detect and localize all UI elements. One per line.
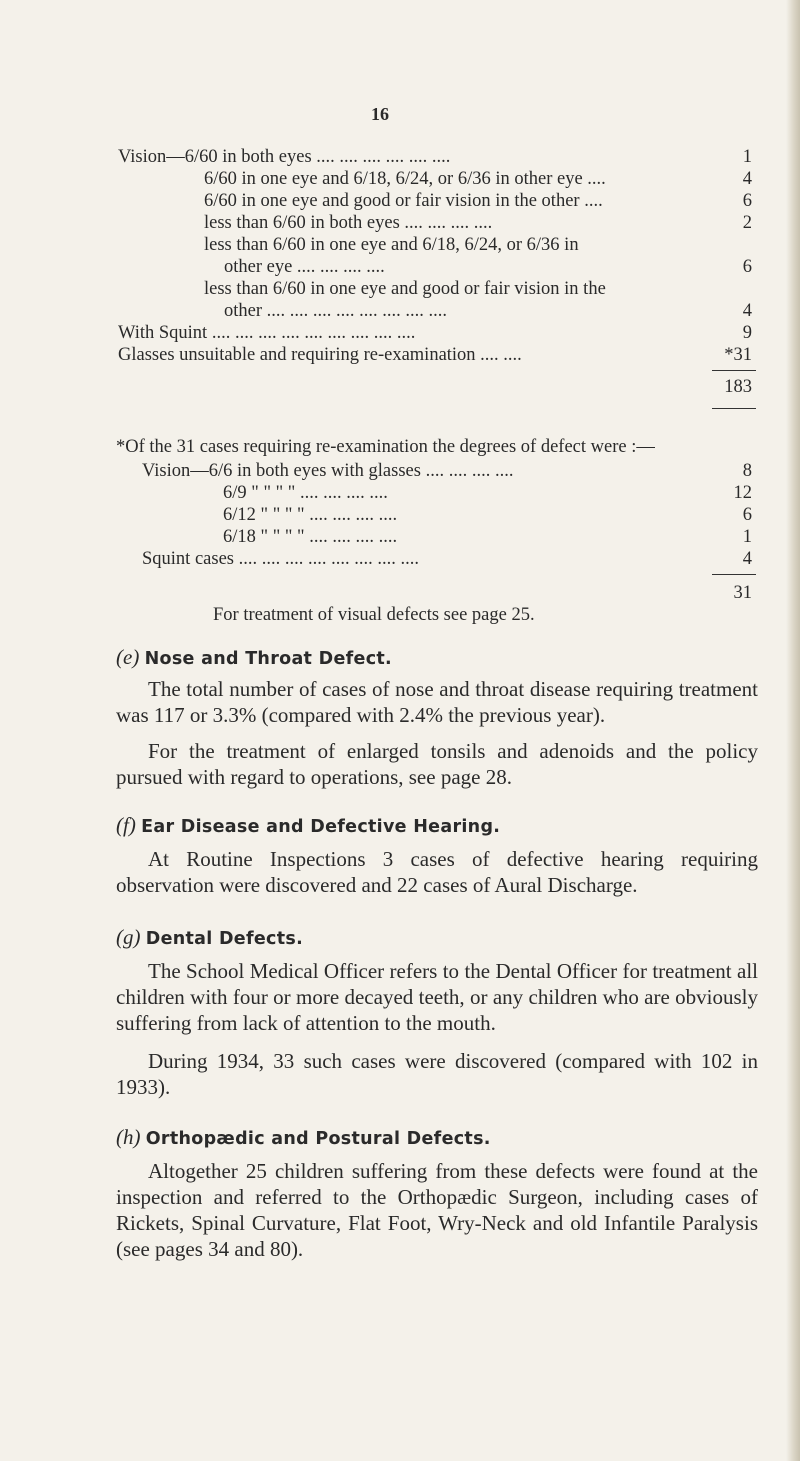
paragraph bbox=[116, 958, 758, 1036]
vision-value: 2 bbox=[742, 213, 752, 233]
page-number: 16 bbox=[371, 104, 389, 124]
vision-line: other .... .... .... .... .... .... .... .... bbox=[224, 301, 448, 321]
paragraph bbox=[116, 1158, 758, 1262]
reexam-line: Vision—6/6 in both eyes with glasses .... .... .... .... bbox=[142, 461, 514, 481]
reexam-line: 6/9 " " " " .... .... .... .... bbox=[223, 483, 388, 503]
paragraph-text: The total number of cases of nose and throat disease requiring treatment was 117 or 3.3% (compared with 2.4% the previous year). bbox=[116, 677, 758, 727]
vision-value: 6 bbox=[742, 191, 752, 211]
paragraph bbox=[116, 738, 758, 790]
section-title: Ear Disease and Defective Hearing. bbox=[141, 817, 501, 837]
section-letter: (h) bbox=[116, 1125, 141, 1149]
vision-line: less than 6/60 in one eye and 6/18, 6/24, or 6/36 in bbox=[204, 235, 579, 255]
reexam-value: 12 bbox=[733, 483, 752, 503]
paragraph-text: The School Medical Officer refers to the Dental Officer for treatment all children with four or more decayed teeth, or any children who are obviously suffering from lack of attention to the mouth. bbox=[116, 959, 758, 1035]
vision-line: 6/60 in one eye and good or fair vision in the other .... bbox=[204, 191, 603, 211]
paragraph bbox=[116, 676, 758, 728]
reexam-line: 6/12 " " " " .... .... .... .... bbox=[223, 505, 398, 525]
reexam-value: 4 bbox=[742, 549, 752, 569]
page-edge-shadow bbox=[786, 0, 800, 1461]
reexam-total: 31 bbox=[733, 583, 752, 603]
vision-value: *31 bbox=[724, 345, 752, 365]
vision-value: 6 bbox=[742, 257, 752, 277]
visual-defects-footnote: For treatment of visual defects see page 25. bbox=[213, 605, 535, 625]
section-letter: (e) bbox=[116, 645, 140, 669]
reexam-value: 1 bbox=[742, 527, 752, 547]
total-rule bbox=[712, 408, 756, 409]
reexam-value: 6 bbox=[742, 505, 752, 525]
vision-value: 4 bbox=[742, 169, 752, 189]
vision-value: 9 bbox=[742, 323, 752, 343]
vision-total: 183 bbox=[724, 377, 752, 397]
vision-line: 6/60 in one eye and 6/18, 6/24, or 6/36 in other eye .... bbox=[204, 169, 606, 189]
vision-line: Glasses unsuitable and requiring re-examination .... .... bbox=[118, 345, 522, 365]
section-title: Nose and Throat Defect. bbox=[144, 649, 392, 669]
vision-value: 1 bbox=[742, 147, 752, 167]
vision-line: Vision—6/60 in both eyes .... .... .... .... .... .... bbox=[118, 147, 451, 167]
paragraph bbox=[116, 1048, 758, 1100]
paragraph-text: For the treatment of enlarged tonsils and adenoids and the policy pursued with regard to operations, see page 28. bbox=[116, 739, 758, 789]
paragraph-text: During 1934, 33 such cases were discovered (compared with 102 in 1933). bbox=[116, 1049, 758, 1099]
section-heading-nose-throat bbox=[116, 644, 392, 672]
section-title: Orthopædic and Postural Defects. bbox=[145, 1129, 491, 1149]
section-heading-ear-hearing bbox=[116, 812, 500, 840]
section-heading-orthopaedic bbox=[116, 1124, 491, 1152]
total-rule bbox=[712, 574, 756, 575]
vision-line: other eye .... .... .... .... bbox=[224, 257, 385, 277]
vision-line: less than 6/60 in both eyes .... .... .... .... bbox=[204, 213, 493, 233]
reexam-line: 6/18 " " " " .... .... .... .... bbox=[223, 527, 398, 547]
reexam-intro: *Of the 31 cases requiring re-examination the degrees of defect were :— bbox=[116, 437, 655, 457]
section-letter: (g) bbox=[116, 925, 141, 949]
vision-value: 4 bbox=[742, 301, 752, 321]
paragraph-text: Altogether 25 children suffering from these defects were found at the inspection and referred to the Orthopædic Surgeon, including cases of Rickets, Spinal Curvature, Flat Foot, Wry-Neck and old Infantile Paralysis (see pages 34 and 80). bbox=[116, 1159, 758, 1261]
paragraph bbox=[116, 846, 758, 898]
reexam-value: 8 bbox=[742, 461, 752, 481]
vision-line: less than 6/60 in one eye and good or fair vision in the bbox=[204, 279, 606, 299]
section-heading-dental bbox=[116, 924, 303, 952]
section-letter: (f) bbox=[116, 813, 136, 837]
reexam-line: Squint cases .... .... .... .... .... .... .... .... bbox=[142, 549, 419, 569]
paragraph-text: At Routine Inspections 3 cases of defective hearing requiring observation were discovered and 22 cases of Aural Discharge. bbox=[116, 847, 758, 897]
vision-line: With Squint .... .... .... .... .... .... .... .... .... bbox=[118, 323, 416, 343]
total-rule bbox=[712, 370, 756, 371]
section-title: Dental Defects. bbox=[145, 929, 304, 949]
